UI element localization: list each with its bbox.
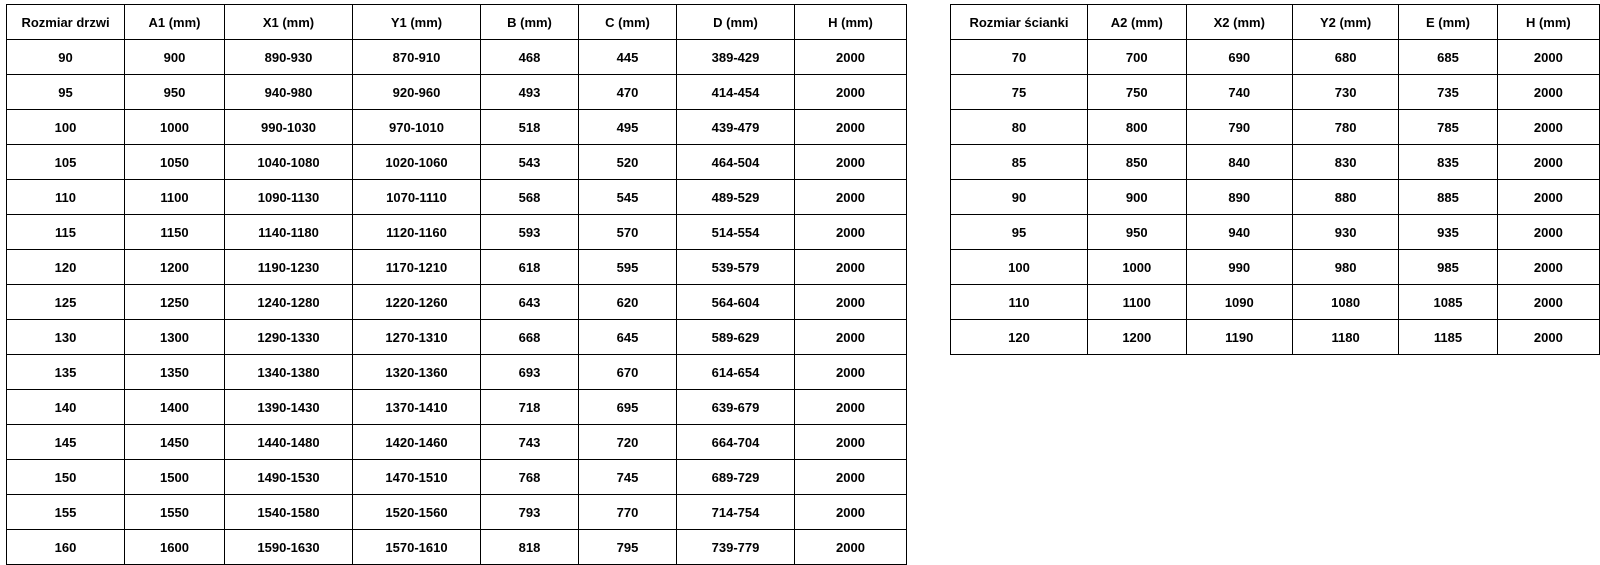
table-row bbox=[951, 285, 1600, 320]
table-cell: 740 bbox=[1186, 75, 1292, 110]
table-cell: 2000 bbox=[1497, 40, 1599, 75]
table-cell: 568 bbox=[481, 180, 579, 215]
table-cell: 970-1010 bbox=[353, 110, 481, 145]
table-cell: 870-910 bbox=[353, 40, 481, 75]
table-cell: 570 bbox=[579, 215, 677, 250]
table-header-row bbox=[951, 5, 1600, 40]
table-cell: 1170-1210 bbox=[353, 250, 481, 285]
table-row bbox=[7, 320, 907, 355]
table-cell: 795 bbox=[579, 530, 677, 565]
table-cell: 2000 bbox=[795, 215, 907, 250]
walls-dimensions-table bbox=[950, 4, 1600, 355]
table-cell: 680 bbox=[1292, 40, 1398, 75]
table-cell: 900 bbox=[1087, 180, 1186, 215]
table-cell: 664-704 bbox=[677, 425, 795, 460]
table-cell: 2000 bbox=[795, 530, 907, 565]
table-cell: 140 bbox=[7, 390, 125, 425]
table-cell: 1270-1310 bbox=[353, 320, 481, 355]
table-cell: 2000 bbox=[1497, 75, 1599, 110]
table-cell: 793 bbox=[481, 495, 579, 530]
table-cell: 110 bbox=[951, 285, 1088, 320]
table-cell: 739-779 bbox=[677, 530, 795, 565]
table-cell: 160 bbox=[7, 530, 125, 565]
column-header: X1 (mm) bbox=[225, 5, 353, 40]
table-row bbox=[7, 355, 907, 390]
table-cell: 1000 bbox=[125, 110, 225, 145]
table-cell: 1000 bbox=[1087, 250, 1186, 285]
table-cell: 1220-1260 bbox=[353, 285, 481, 320]
table-cell: 539-579 bbox=[677, 250, 795, 285]
table-cell: 850 bbox=[1087, 145, 1186, 180]
table-cell: 2000 bbox=[795, 460, 907, 495]
doors-dimensions-table bbox=[6, 4, 907, 565]
table-cell: 2000 bbox=[1497, 250, 1599, 285]
column-header: H (mm) bbox=[795, 5, 907, 40]
table-cell: 2000 bbox=[795, 145, 907, 180]
table-row bbox=[7, 495, 907, 530]
walls-table-header bbox=[951, 5, 1600, 40]
table-cell: 1140-1180 bbox=[225, 215, 353, 250]
table-cell: 2000 bbox=[1497, 215, 1599, 250]
table-cell: 2000 bbox=[795, 495, 907, 530]
table-cell: 714-754 bbox=[677, 495, 795, 530]
table-cell: 120 bbox=[7, 250, 125, 285]
table-cell: 750 bbox=[1087, 75, 1186, 110]
table-cell: 990 bbox=[1186, 250, 1292, 285]
table-cell: 730 bbox=[1292, 75, 1398, 110]
table-cell: 890 bbox=[1186, 180, 1292, 215]
table-row bbox=[7, 250, 907, 285]
table-cell: 780 bbox=[1292, 110, 1398, 145]
table-cell: 768 bbox=[481, 460, 579, 495]
table-cell: 85 bbox=[951, 145, 1088, 180]
table-cell: 2000 bbox=[795, 110, 907, 145]
column-header: Rozmiar drzwi bbox=[7, 5, 125, 40]
table-cell: 2000 bbox=[1497, 110, 1599, 145]
table-cell: 105 bbox=[7, 145, 125, 180]
table-cell: 1040-1080 bbox=[225, 145, 353, 180]
table-row bbox=[951, 40, 1600, 75]
table-cell: 1300 bbox=[125, 320, 225, 355]
table-row bbox=[7, 75, 907, 110]
table-cell: 100 bbox=[951, 250, 1088, 285]
table-cell: 670 bbox=[579, 355, 677, 390]
table-cell: 890-930 bbox=[225, 40, 353, 75]
table-cell: 2000 bbox=[795, 390, 907, 425]
table-cell: 990-1030 bbox=[225, 110, 353, 145]
table-cell: 439-479 bbox=[677, 110, 795, 145]
table-cell: 135 bbox=[7, 355, 125, 390]
table-cell: 1450 bbox=[125, 425, 225, 460]
doors-table-body bbox=[7, 40, 907, 565]
table-row bbox=[7, 425, 907, 460]
table-cell: 920-960 bbox=[353, 75, 481, 110]
table-cell: 2000 bbox=[795, 75, 907, 110]
table-row bbox=[951, 145, 1600, 180]
table-cell: 743 bbox=[481, 425, 579, 460]
table-row bbox=[7, 530, 907, 565]
table-cell: 1190 bbox=[1186, 320, 1292, 355]
column-header: Y2 (mm) bbox=[1292, 5, 1398, 40]
column-header: X2 (mm) bbox=[1186, 5, 1292, 40]
table-cell: 589-629 bbox=[677, 320, 795, 355]
table-cell: 985 bbox=[1399, 250, 1497, 285]
table-cell: 1050 bbox=[125, 145, 225, 180]
table-cell: 95 bbox=[951, 215, 1088, 250]
table-cell: 1320-1360 bbox=[353, 355, 481, 390]
table-row bbox=[951, 320, 1600, 355]
table-cell: 1420-1460 bbox=[353, 425, 481, 460]
table-cell: 414-454 bbox=[677, 75, 795, 110]
table-cell: 2000 bbox=[1497, 320, 1599, 355]
table-cell: 718 bbox=[481, 390, 579, 425]
column-header: H (mm) bbox=[1497, 5, 1599, 40]
table-cell: 90 bbox=[7, 40, 125, 75]
table-cell: 110 bbox=[7, 180, 125, 215]
table-cell: 95 bbox=[7, 75, 125, 110]
table-row bbox=[951, 75, 1600, 110]
table-cell: 1290-1330 bbox=[225, 320, 353, 355]
table-cell: 880 bbox=[1292, 180, 1398, 215]
table-cell: 1020-1060 bbox=[353, 145, 481, 180]
table-cell: 620 bbox=[579, 285, 677, 320]
table-cell: 520 bbox=[579, 145, 677, 180]
column-header: Y1 (mm) bbox=[353, 5, 481, 40]
table-cell: 1590-1630 bbox=[225, 530, 353, 565]
table-cell: 1400 bbox=[125, 390, 225, 425]
walls-table-body bbox=[951, 40, 1600, 355]
table-cell: 1540-1580 bbox=[225, 495, 353, 530]
table-cell: 1250 bbox=[125, 285, 225, 320]
table-cell: 1190-1230 bbox=[225, 250, 353, 285]
table-cell: 1340-1380 bbox=[225, 355, 353, 390]
table-cell: 1520-1560 bbox=[353, 495, 481, 530]
table-cell: 614-654 bbox=[677, 355, 795, 390]
doors-dimensions-table-container bbox=[6, 4, 907, 565]
table-cell: 2000 bbox=[795, 40, 907, 75]
table-cell: 1200 bbox=[1087, 320, 1186, 355]
table-cell: 150 bbox=[7, 460, 125, 495]
table-cell: 2000 bbox=[795, 285, 907, 320]
table-cell: 1600 bbox=[125, 530, 225, 565]
table-cell: 1090 bbox=[1186, 285, 1292, 320]
table-cell: 770 bbox=[579, 495, 677, 530]
table-cell: 2000 bbox=[1497, 145, 1599, 180]
table-cell: 950 bbox=[1087, 215, 1186, 250]
walls-dimensions-table-container bbox=[950, 4, 1600, 355]
table-cell: 115 bbox=[7, 215, 125, 250]
table-cell: 445 bbox=[579, 40, 677, 75]
table-cell: 1180 bbox=[1292, 320, 1398, 355]
table-cell: 1120-1160 bbox=[353, 215, 481, 250]
table-row bbox=[951, 110, 1600, 145]
table-cell: 120 bbox=[951, 320, 1088, 355]
table-cell: 125 bbox=[7, 285, 125, 320]
table-row bbox=[7, 215, 907, 250]
table-cell: 695 bbox=[579, 390, 677, 425]
table-cell: 643 bbox=[481, 285, 579, 320]
table-cell: 2000 bbox=[1497, 180, 1599, 215]
doors-table-header bbox=[7, 5, 907, 40]
table-cell: 1100 bbox=[125, 180, 225, 215]
table-cell: 1070-1110 bbox=[353, 180, 481, 215]
table-row bbox=[7, 390, 907, 425]
table-cell: 1570-1610 bbox=[353, 530, 481, 565]
table-cell: 593 bbox=[481, 215, 579, 250]
table-cell: 100 bbox=[7, 110, 125, 145]
table-cell: 1185 bbox=[1399, 320, 1497, 355]
table-row bbox=[7, 110, 907, 145]
table-cell: 2000 bbox=[795, 320, 907, 355]
table-cell: 130 bbox=[7, 320, 125, 355]
table-cell: 1500 bbox=[125, 460, 225, 495]
table-row bbox=[7, 40, 907, 75]
table-row bbox=[951, 250, 1600, 285]
table-cell: 70 bbox=[951, 40, 1088, 75]
table-cell: 495 bbox=[579, 110, 677, 145]
column-header: A2 (mm) bbox=[1087, 5, 1186, 40]
table-row bbox=[7, 145, 907, 180]
table-cell: 145 bbox=[7, 425, 125, 460]
table-cell: 900 bbox=[125, 40, 225, 75]
table-cell: 930 bbox=[1292, 215, 1398, 250]
table-cell: 90 bbox=[951, 180, 1088, 215]
table-cell: 2000 bbox=[795, 355, 907, 390]
column-header: D (mm) bbox=[677, 5, 795, 40]
table-cell: 885 bbox=[1399, 180, 1497, 215]
table-cell: 514-554 bbox=[677, 215, 795, 250]
table-cell: 564-604 bbox=[677, 285, 795, 320]
table-cell: 75 bbox=[951, 75, 1088, 110]
table-cell: 840 bbox=[1186, 145, 1292, 180]
table-cell: 685 bbox=[1399, 40, 1497, 75]
table-header-row bbox=[7, 5, 907, 40]
table-cell: 980 bbox=[1292, 250, 1398, 285]
table-cell: 1470-1510 bbox=[353, 460, 481, 495]
table-cell: 489-529 bbox=[677, 180, 795, 215]
table-cell: 1150 bbox=[125, 215, 225, 250]
table-cell: 1090-1130 bbox=[225, 180, 353, 215]
table-cell: 2000 bbox=[795, 250, 907, 285]
table-row bbox=[951, 215, 1600, 250]
table-row bbox=[7, 285, 907, 320]
table-cell: 940-980 bbox=[225, 75, 353, 110]
table-cell: 464-504 bbox=[677, 145, 795, 180]
table-cell: 800 bbox=[1087, 110, 1186, 145]
table-cell: 835 bbox=[1399, 145, 1497, 180]
table-cell: 595 bbox=[579, 250, 677, 285]
table-cell: 745 bbox=[579, 460, 677, 495]
table-cell: 639-679 bbox=[677, 390, 795, 425]
table-cell: 693 bbox=[481, 355, 579, 390]
table-cell: 790 bbox=[1186, 110, 1292, 145]
table-cell: 785 bbox=[1399, 110, 1497, 145]
table-cell: 1350 bbox=[125, 355, 225, 390]
table-cell: 2000 bbox=[795, 180, 907, 215]
table-cell: 493 bbox=[481, 75, 579, 110]
table-cell: 935 bbox=[1399, 215, 1497, 250]
table-cell: 470 bbox=[579, 75, 677, 110]
table-cell: 689-729 bbox=[677, 460, 795, 495]
table-cell: 1240-1280 bbox=[225, 285, 353, 320]
table-cell: 2000 bbox=[1497, 285, 1599, 320]
table-cell: 1550 bbox=[125, 495, 225, 530]
column-header: Rozmiar ścianki bbox=[951, 5, 1088, 40]
column-header: B (mm) bbox=[481, 5, 579, 40]
table-row bbox=[7, 180, 907, 215]
table-cell: 818 bbox=[481, 530, 579, 565]
table-cell: 830 bbox=[1292, 145, 1398, 180]
table-cell: 735 bbox=[1399, 75, 1497, 110]
table-cell: 518 bbox=[481, 110, 579, 145]
table-cell: 545 bbox=[579, 180, 677, 215]
table-cell: 543 bbox=[481, 145, 579, 180]
table-cell: 1370-1410 bbox=[353, 390, 481, 425]
table-cell: 1100 bbox=[1087, 285, 1186, 320]
table-row bbox=[951, 180, 1600, 215]
table-cell: 1490-1530 bbox=[225, 460, 353, 495]
table-cell: 80 bbox=[951, 110, 1088, 145]
column-header: E (mm) bbox=[1399, 5, 1497, 40]
table-cell: 1085 bbox=[1399, 285, 1497, 320]
column-header: A1 (mm) bbox=[125, 5, 225, 40]
table-cell: 389-429 bbox=[677, 40, 795, 75]
table-cell: 645 bbox=[579, 320, 677, 355]
column-header: C (mm) bbox=[579, 5, 677, 40]
table-cell: 618 bbox=[481, 250, 579, 285]
table-cell: 1080 bbox=[1292, 285, 1398, 320]
table-cell: 1200 bbox=[125, 250, 225, 285]
table-row bbox=[7, 460, 907, 495]
table-cell: 690 bbox=[1186, 40, 1292, 75]
table-cell: 940 bbox=[1186, 215, 1292, 250]
table-cell: 468 bbox=[481, 40, 579, 75]
table-cell: 2000 bbox=[795, 425, 907, 460]
table-cell: 700 bbox=[1087, 40, 1186, 75]
table-cell: 720 bbox=[579, 425, 677, 460]
table-cell: 155 bbox=[7, 495, 125, 530]
table-cell: 668 bbox=[481, 320, 579, 355]
table-cell: 1440-1480 bbox=[225, 425, 353, 460]
table-cell: 1390-1430 bbox=[225, 390, 353, 425]
table-cell: 950 bbox=[125, 75, 225, 110]
